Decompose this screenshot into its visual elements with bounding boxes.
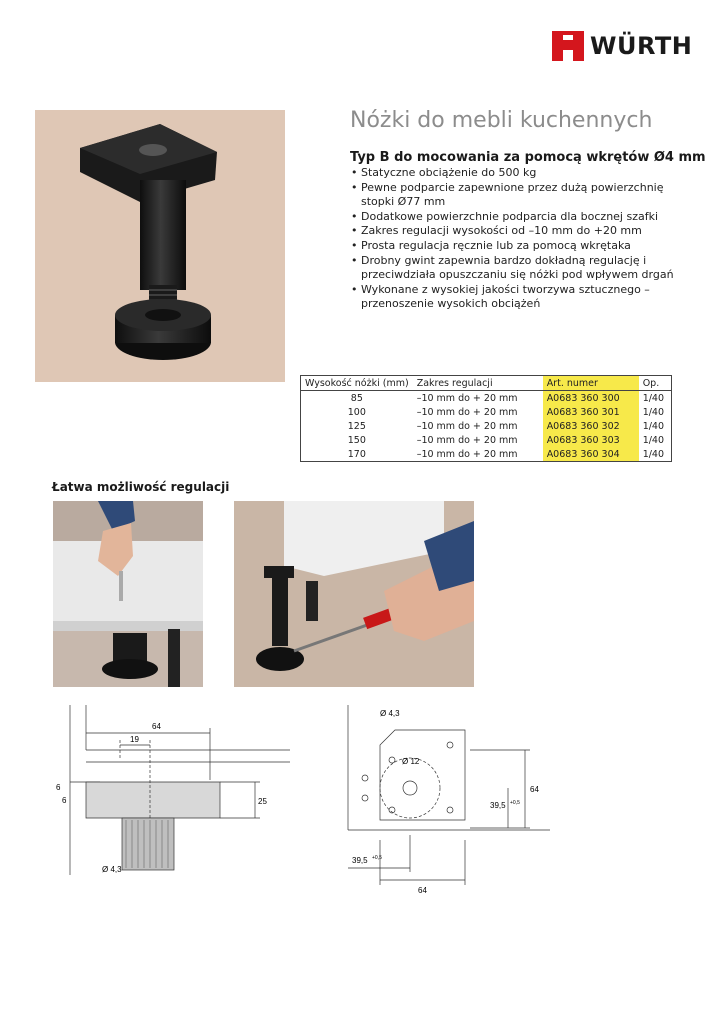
- dim-64-vertical: 64: [530, 785, 539, 794]
- cell-range: –10 mm do + 20 mm: [416, 392, 518, 404]
- table-row: [301, 433, 672, 447]
- cell-art-number: A0683 360 300: [543, 391, 639, 406]
- feature-list: [350, 166, 680, 312]
- product-photo: [35, 110, 285, 382]
- cell-height: 150: [347, 434, 366, 446]
- dim-39-5-vertical: 39,5: [490, 801, 506, 810]
- spec-table: [300, 375, 672, 462]
- cell-range: –10 mm do + 20 mm: [416, 406, 518, 418]
- adjustment-photo-screwdriver: [234, 501, 474, 687]
- table-row: [301, 419, 672, 433]
- cell-range: –10 mm do + 20 mm: [416, 448, 518, 460]
- cell-pack: 1/40: [642, 448, 665, 460]
- feature-item: • Prosta regulacja ręcznie lub za pomocą wkrętaka: [350, 239, 680, 254]
- feature-item: • Dodatkowe powierzchnie podparcia dla bocznej szafki: [350, 210, 680, 225]
- dim-hole: Ø 4,3: [380, 709, 400, 718]
- dim-19: 19: [130, 735, 139, 744]
- cell-pack: 1/40: [642, 420, 665, 432]
- wurth-logo-mark: [552, 31, 584, 61]
- technical-drawing-side: [50, 700, 300, 885]
- feature-item: • Statyczne obciążenie do 500 kg: [350, 166, 680, 181]
- dim-64-horizontal: 64: [418, 886, 427, 895]
- table-header-row: [301, 376, 672, 391]
- cell-range: –10 mm do + 20 mm: [416, 420, 518, 432]
- feature-item: • Wykonane z wysokiej jakości tworzywa sztucznego – przenoszenie wysokich obciążeń: [350, 283, 680, 312]
- cell-pack: 1/40: [642, 434, 665, 446]
- cell-range: –10 mm do + 20 mm: [416, 434, 518, 446]
- cell-height: 85: [350, 392, 363, 404]
- cell-height: 170: [347, 448, 366, 460]
- feature-item: • Zakres regulacji wysokości od –10 mm do +20 mm: [350, 224, 680, 239]
- dim-39-5-horizontal: 39,5: [352, 856, 368, 865]
- section-title-adjustment: Łatwa możliwość regulacji: [52, 480, 230, 494]
- dim-6-a: 6: [56, 783, 61, 792]
- table-row: [301, 405, 672, 419]
- technical-drawing-top: [340, 700, 560, 900]
- cell-art-number: A0683 360 302: [543, 419, 639, 433]
- dim-6-b: 6: [62, 796, 67, 805]
- header-pack: Op.: [639, 376, 672, 391]
- cell-pack: 1/40: [642, 392, 665, 404]
- table-row: [301, 447, 672, 462]
- product-subtitle: Typ B do mocowania za pomocą wkrętów Ø4 mm: [350, 150, 706, 165]
- header-range: Zakres regulacji: [413, 376, 543, 391]
- page-title: Nóżki do mebli kuchennych: [350, 108, 653, 133]
- feature-item: • Drobny gwint zapewnia bardzo dokładną regulację i przeciwdziała opuszczaniu się nóżki pod wpływem drgań: [350, 254, 680, 283]
- wurth-logo: [552, 30, 694, 62]
- cell-art-number: A0683 360 304: [543, 447, 639, 462]
- cell-pack: 1/40: [642, 406, 665, 418]
- header-height: Wysokość nóżki (mm): [301, 376, 413, 391]
- dim-hole: Ø 4,3: [102, 865, 122, 874]
- dim-25: 25: [258, 797, 267, 806]
- brand-name: WÜRTH: [590, 32, 693, 60]
- cell-height: 125: [347, 420, 366, 432]
- feature-item: • Pewne podparcie zapewnione przez dużą powierzchnię stopki Ø77 mm: [350, 181, 680, 210]
- adjustment-photo-hand: [53, 501, 203, 687]
- dim-39-5-horizontal-tol: +0,5: [372, 855, 382, 861]
- dim-12: Ø 12: [402, 757, 420, 766]
- dim-64: 64: [152, 722, 161, 731]
- header-art-number: Art. numer: [543, 376, 639, 391]
- cell-art-number: A0683 360 303: [543, 433, 639, 447]
- table-row: [301, 391, 672, 406]
- cell-height: 100: [347, 406, 366, 418]
- cell-art-number: A0683 360 301: [543, 405, 639, 419]
- dim-39-5-vertical-tol: +0,5: [510, 800, 520, 806]
